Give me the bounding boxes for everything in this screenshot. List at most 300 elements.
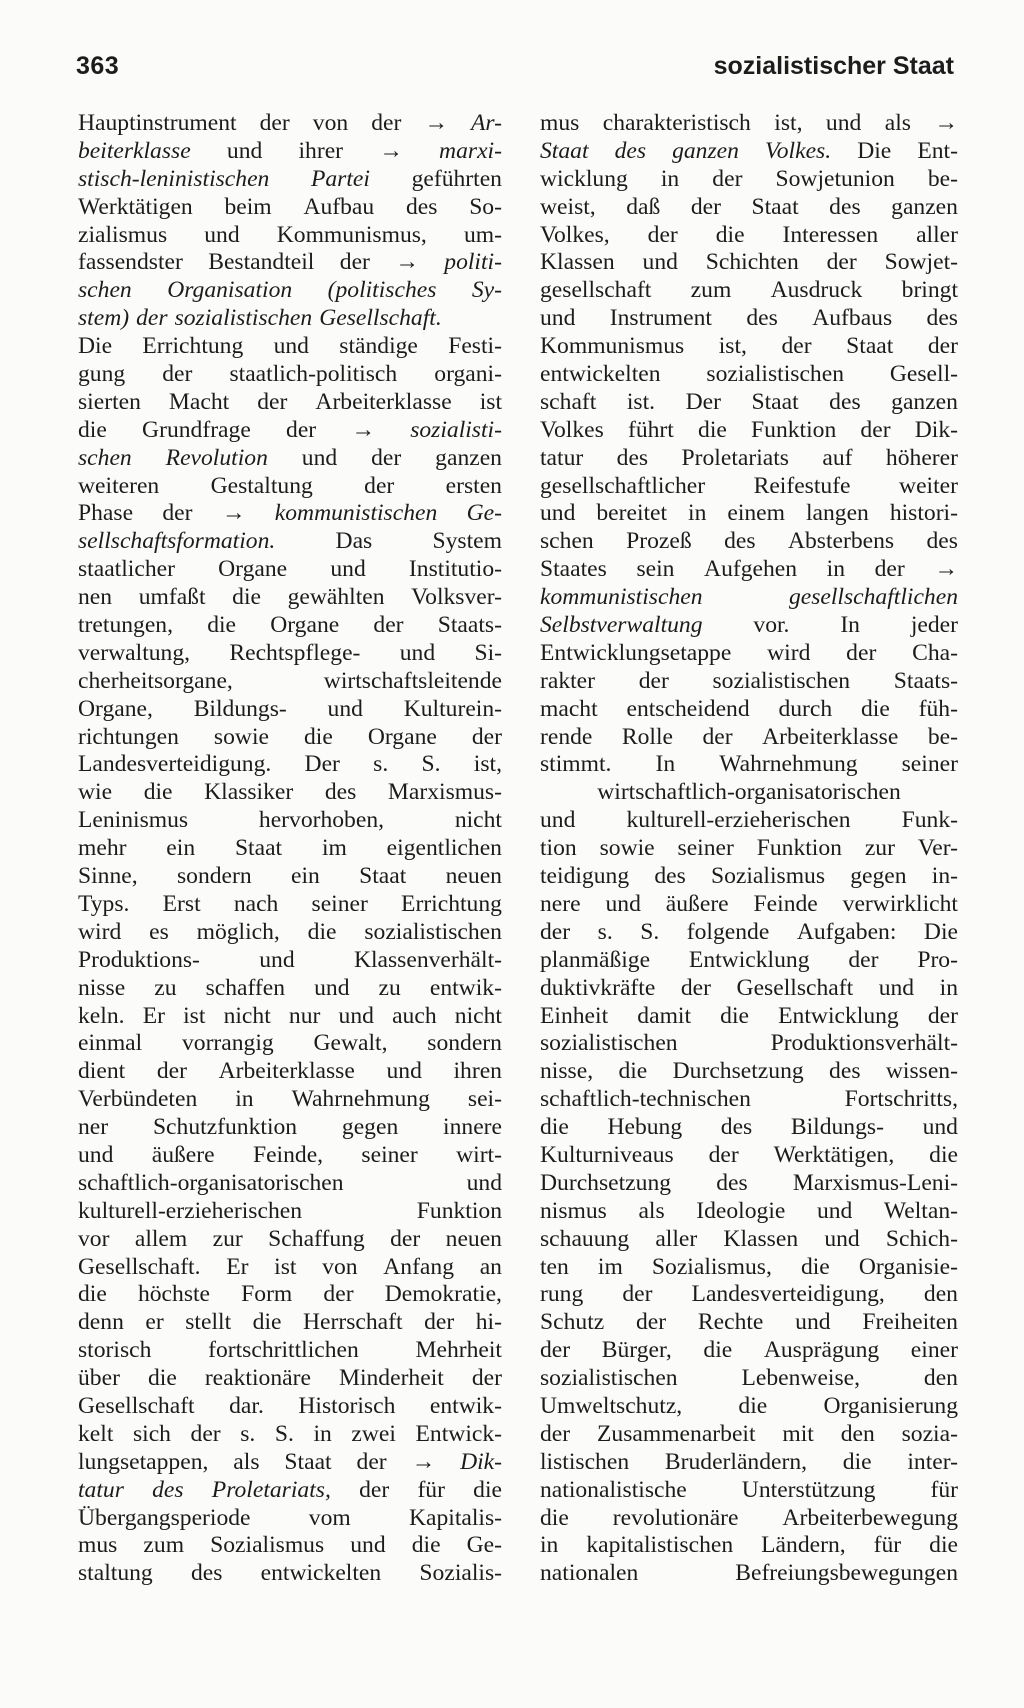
text-line bbox=[78, 110, 502, 138]
text-line bbox=[540, 1365, 958, 1393]
word: ist bbox=[183, 1002, 206, 1029]
word: ganzen bbox=[672, 137, 739, 164]
word: Werktätigen bbox=[78, 193, 193, 220]
word: Ge- bbox=[466, 1532, 502, 1559]
text-line bbox=[78, 584, 502, 612]
word: verwaltung, bbox=[78, 639, 191, 666]
word: System bbox=[432, 528, 502, 555]
word: der bbox=[356, 1448, 387, 1475]
text-line bbox=[540, 556, 958, 584]
word: der bbox=[690, 193, 721, 220]
word: stem) bbox=[78, 305, 130, 332]
text-line bbox=[540, 1532, 958, 1560]
text-line bbox=[78, 138, 502, 166]
text-line bbox=[78, 1058, 502, 1086]
word: Produktions- bbox=[78, 946, 200, 973]
text-line bbox=[78, 1003, 502, 1031]
text-line bbox=[78, 1560, 502, 1588]
text-line bbox=[78, 417, 502, 445]
word: mus bbox=[540, 110, 580, 136]
word: die bbox=[78, 416, 107, 443]
word: sozialisti- bbox=[410, 416, 502, 443]
text-line bbox=[540, 863, 958, 891]
text-line bbox=[78, 1114, 502, 1142]
word: sondern bbox=[427, 1030, 502, 1057]
word: → bbox=[221, 500, 246, 527]
word: Cha- bbox=[912, 639, 958, 666]
word: Staat bbox=[751, 388, 799, 415]
word: Funktion bbox=[416, 1197, 502, 1224]
word: der bbox=[136, 305, 168, 332]
word: denn bbox=[78, 1309, 124, 1336]
word: und bbox=[301, 444, 338, 471]
word: nen bbox=[78, 584, 113, 611]
word: bereitet bbox=[596, 500, 668, 527]
word: Ge- bbox=[466, 500, 502, 527]
word: der bbox=[390, 1225, 421, 1252]
word: wie bbox=[78, 779, 113, 806]
word: Arbeiterklasse bbox=[315, 388, 452, 415]
text-line bbox=[540, 445, 958, 473]
word: Entwick- bbox=[415, 1420, 502, 1447]
word: Macht bbox=[168, 388, 230, 415]
word: schaft bbox=[540, 388, 597, 415]
word: richtungen bbox=[78, 723, 179, 750]
text-line bbox=[78, 500, 502, 528]
word: die bbox=[411, 1532, 441, 1559]
word: Gestaltung bbox=[210, 472, 313, 499]
word: des bbox=[829, 193, 861, 220]
word: ganzen bbox=[891, 388, 958, 415]
word: Entwicklung bbox=[688, 946, 810, 973]
text-line bbox=[78, 1226, 502, 1254]
word: Bildungs- bbox=[790, 1114, 884, 1141]
word: Institutio- bbox=[408, 556, 502, 583]
word: Gesell- bbox=[889, 361, 958, 388]
word: der bbox=[540, 1420, 571, 1447]
word: Volkes bbox=[540, 416, 604, 443]
word: sozialistischen bbox=[540, 1030, 678, 1057]
word: In bbox=[655, 751, 676, 778]
word: Errichtung bbox=[142, 333, 244, 360]
word: und bbox=[338, 1002, 374, 1029]
word: entwik- bbox=[429, 974, 502, 1001]
text-line bbox=[78, 277, 502, 305]
word: nere bbox=[540, 890, 581, 917]
word: für bbox=[873, 1532, 902, 1559]
text-line bbox=[78, 1281, 502, 1309]
text-line bbox=[78, 333, 502, 361]
word: Organe, bbox=[78, 695, 153, 722]
text-line bbox=[78, 1393, 502, 1421]
word: ständige bbox=[339, 333, 418, 360]
word: neuen bbox=[445, 1225, 502, 1252]
text-line bbox=[78, 919, 502, 947]
word: sowie bbox=[213, 723, 269, 750]
word: nationalen bbox=[540, 1560, 639, 1587]
word: aller bbox=[916, 221, 958, 248]
word: Phase bbox=[78, 500, 134, 527]
text-line bbox=[540, 277, 958, 305]
word: die bbox=[861, 695, 890, 722]
word: Unterstützung bbox=[741, 1476, 876, 1503]
word: Aufbaus bbox=[812, 305, 893, 332]
word: Schutz bbox=[540, 1309, 605, 1336]
text-line bbox=[540, 1198, 958, 1226]
word: Sozialismus bbox=[210, 1532, 325, 1559]
word: Feinde bbox=[753, 890, 818, 917]
text-line bbox=[540, 417, 958, 445]
word: gung bbox=[78, 361, 126, 388]
text-line bbox=[78, 305, 502, 333]
text-line bbox=[78, 779, 502, 807]
right-column bbox=[540, 110, 958, 1588]
text-line bbox=[540, 1170, 958, 1198]
word: Schichten bbox=[705, 249, 799, 276]
word: des bbox=[926, 305, 958, 332]
word: ist, bbox=[718, 333, 747, 360]
word: Absterbens bbox=[787, 528, 895, 555]
word: Sozialismus, bbox=[651, 1253, 772, 1280]
word: ner bbox=[78, 1114, 109, 1141]
word: Übergangsperiode bbox=[78, 1504, 251, 1531]
word: Die bbox=[78, 333, 113, 360]
word: die bbox=[842, 1448, 872, 1475]
word: ten bbox=[540, 1253, 569, 1280]
word: entwickelten bbox=[260, 1560, 382, 1587]
word: aller bbox=[655, 1225, 698, 1252]
word: organi- bbox=[434, 361, 502, 388]
word: staatlicher bbox=[78, 556, 175, 583]
word: schen bbox=[540, 528, 594, 555]
text-line bbox=[540, 1309, 958, 1337]
word: des bbox=[720, 1114, 753, 1141]
text-line bbox=[78, 445, 502, 473]
word: Leninismus bbox=[78, 807, 189, 834]
word: in bbox=[313, 1420, 332, 1447]
word: fassendster bbox=[78, 249, 183, 276]
word: nicht bbox=[223, 1002, 271, 1029]
text-line bbox=[540, 751, 958, 779]
word: ganzen bbox=[435, 444, 502, 471]
word: Ausprägung bbox=[763, 1337, 880, 1364]
word: die bbox=[703, 1337, 733, 1364]
word: schaftlich-organisatorischen bbox=[78, 1169, 344, 1196]
word: sozialistischen bbox=[364, 918, 502, 945]
word: und bbox=[330, 556, 366, 583]
word: umfaßt bbox=[138, 584, 206, 611]
word: Reifestufe bbox=[753, 472, 851, 499]
word: Lebenweise, bbox=[741, 1365, 861, 1392]
word: storisch bbox=[78, 1337, 152, 1364]
word: mus bbox=[78, 1532, 118, 1559]
word: Schich- bbox=[885, 1225, 958, 1252]
text-line bbox=[540, 1114, 958, 1142]
word: äußere bbox=[665, 890, 729, 917]
word: Sozialismus bbox=[710, 863, 826, 890]
word: dient bbox=[78, 1058, 126, 1085]
word: Interessen bbox=[782, 221, 879, 248]
word: entwik- bbox=[429, 1392, 502, 1419]
word: einer bbox=[910, 1337, 958, 1364]
word: der bbox=[680, 974, 711, 1001]
word: jeder bbox=[910, 612, 958, 639]
word: der bbox=[702, 723, 733, 750]
word: Ar- bbox=[471, 110, 502, 136]
word: weist, bbox=[540, 193, 596, 220]
word: ist. bbox=[626, 388, 656, 415]
word: Marxismus- bbox=[387, 779, 502, 806]
word: schaftlich-technischen bbox=[540, 1086, 751, 1113]
text-line bbox=[540, 807, 958, 835]
text-line bbox=[78, 640, 502, 668]
word: Funk- bbox=[901, 807, 958, 834]
word: staatlich-politisch bbox=[229, 361, 398, 388]
word: wicklung bbox=[540, 165, 628, 192]
word: ist bbox=[479, 388, 502, 415]
word: und bbox=[78, 1141, 114, 1168]
word: sozialistischen bbox=[540, 1365, 678, 1392]
word: Form bbox=[241, 1281, 293, 1308]
text-line bbox=[540, 1142, 958, 1170]
word: Si- bbox=[474, 639, 502, 666]
word: der bbox=[638, 667, 669, 694]
word: Verbündeten bbox=[78, 1086, 198, 1113]
word: S. bbox=[274, 1420, 294, 1447]
text-line bbox=[540, 584, 958, 612]
word: dar. bbox=[229, 1392, 264, 1419]
word: Zusammenarbeit bbox=[596, 1420, 756, 1447]
word: charakteristisch bbox=[602, 110, 751, 136]
text-line bbox=[78, 1505, 502, 1533]
word: für bbox=[930, 1476, 958, 1503]
word: In bbox=[840, 612, 860, 639]
word: entwickelten bbox=[540, 361, 661, 388]
word: gesellschaft bbox=[540, 277, 652, 304]
word: vor. bbox=[753, 612, 790, 639]
text-line bbox=[540, 110, 958, 138]
word: Volkes. bbox=[764, 137, 832, 164]
word: und bbox=[350, 1532, 386, 1559]
word: → bbox=[934, 556, 958, 583]
word: zu bbox=[378, 974, 401, 1001]
word: und bbox=[922, 1114, 958, 1141]
word: Sy- bbox=[471, 277, 502, 304]
word: Partei bbox=[310, 165, 370, 192]
word: Mehrheit bbox=[415, 1337, 502, 1364]
word: in bbox=[540, 1532, 559, 1559]
text-line bbox=[540, 249, 958, 277]
text-line bbox=[78, 1198, 502, 1226]
word: und bbox=[824, 1225, 860, 1252]
word: bringt bbox=[901, 277, 958, 304]
word: sierten bbox=[78, 388, 141, 415]
word: langen bbox=[805, 500, 869, 527]
text-line bbox=[78, 696, 502, 724]
word: auf bbox=[822, 444, 853, 471]
word: tatur bbox=[78, 1476, 124, 1503]
word: fortschrittlichen bbox=[208, 1337, 359, 1364]
word: Marxismus-Leni- bbox=[792, 1169, 958, 1196]
text-line bbox=[78, 1337, 502, 1365]
text-line bbox=[540, 779, 958, 807]
word: weiteren bbox=[78, 472, 160, 499]
text-line bbox=[540, 1281, 958, 1309]
word: des bbox=[190, 1560, 223, 1587]
word: innere bbox=[443, 1114, 502, 1141]
word: gesellschaftlichen bbox=[788, 584, 958, 611]
word: in- bbox=[931, 863, 958, 890]
text-line bbox=[78, 1309, 502, 1337]
word: und bbox=[466, 1169, 502, 1196]
word: Bildungs- bbox=[193, 695, 287, 722]
word: wirtschaftlich-organisatorischen bbox=[597, 779, 901, 806]
word: Prozeß bbox=[626, 528, 692, 555]
word: schen bbox=[78, 277, 132, 304]
word: sozia- bbox=[901, 1420, 958, 1447]
word: planmäßige bbox=[540, 946, 651, 973]
text-line bbox=[540, 473, 958, 501]
word: Schaffung bbox=[268, 1225, 365, 1252]
word: nur bbox=[288, 1002, 321, 1029]
word: Minderheit bbox=[338, 1365, 444, 1392]
word: ihren bbox=[453, 1058, 502, 1085]
word: Entwicklungsetappe bbox=[540, 639, 732, 666]
word: im bbox=[321, 835, 347, 862]
word: ein bbox=[166, 835, 196, 862]
word: der bbox=[781, 333, 812, 360]
text-line bbox=[540, 975, 958, 1003]
word: Dik- bbox=[460, 1448, 502, 1475]
word: in bbox=[235, 1086, 254, 1113]
word: und bbox=[314, 974, 350, 1001]
word: schen bbox=[78, 444, 132, 471]
word: Bürger, bbox=[601, 1337, 672, 1364]
word: der bbox=[162, 361, 193, 388]
word: sondern bbox=[176, 863, 252, 890]
text-line bbox=[78, 1254, 502, 1282]
word: der bbox=[471, 723, 502, 750]
word: und bbox=[605, 890, 641, 917]
word: der bbox=[540, 918, 571, 945]
word: in bbox=[826, 556, 846, 583]
text-line bbox=[78, 1086, 502, 1114]
word: Feinde, bbox=[252, 1141, 324, 1168]
text-line bbox=[78, 222, 502, 250]
word: des bbox=[324, 779, 357, 806]
word: macht bbox=[540, 695, 598, 722]
word: an bbox=[479, 1253, 502, 1280]
word: kommunistischen bbox=[274, 500, 438, 527]
word: der bbox=[259, 110, 290, 136]
word: zwei bbox=[351, 1420, 396, 1447]
text-line bbox=[540, 724, 958, 752]
word: Proletariats, bbox=[211, 1476, 331, 1503]
word: beiterklasse bbox=[78, 137, 191, 164]
word: sich bbox=[132, 1420, 171, 1447]
word: nisse, bbox=[540, 1058, 594, 1085]
word: der bbox=[848, 946, 879, 973]
word: und bbox=[259, 946, 295, 973]
page-number: 363 bbox=[76, 52, 120, 80]
word: des bbox=[614, 137, 647, 164]
word: Organisation bbox=[167, 277, 293, 304]
word: den bbox=[923, 1365, 958, 1392]
text-line bbox=[540, 361, 958, 389]
text-line bbox=[78, 724, 502, 752]
word: höherer bbox=[885, 444, 958, 471]
word: führt bbox=[627, 416, 674, 443]
word: Ländern, bbox=[761, 1532, 846, 1559]
word: Wahrnehmung bbox=[719, 751, 858, 778]
word: der bbox=[257, 388, 288, 415]
text-line bbox=[540, 1421, 958, 1449]
word: nationalistische bbox=[540, 1476, 687, 1503]
word: Rechte bbox=[697, 1309, 764, 1336]
word: nach bbox=[233, 890, 279, 917]
word: und bbox=[540, 807, 576, 834]
word: Werktätigen, bbox=[773, 1141, 895, 1168]
word: die bbox=[252, 1309, 282, 1336]
word: (politisches bbox=[327, 277, 437, 304]
word: Erst bbox=[162, 890, 201, 917]
word: der bbox=[874, 556, 905, 583]
word: Organisierung bbox=[823, 1392, 958, 1419]
word: Kommunismus, bbox=[276, 221, 427, 248]
word: Herrschaft bbox=[302, 1309, 403, 1336]
word: kulturell-erzieherischen bbox=[78, 1197, 303, 1224]
word: des bbox=[829, 1058, 861, 1085]
text-line bbox=[540, 1086, 958, 1114]
word: des bbox=[746, 305, 778, 332]
left-column bbox=[78, 110, 502, 1588]
word: Durchsetzung bbox=[672, 1058, 804, 1085]
word: Gewalt, bbox=[313, 1030, 388, 1057]
word: den bbox=[923, 1281, 958, 1308]
text-line bbox=[78, 1532, 502, 1560]
text-line bbox=[540, 500, 958, 528]
word: Hebung bbox=[607, 1114, 683, 1141]
word: Arbeiterklasse bbox=[218, 1058, 355, 1085]
word: Aufbau bbox=[303, 193, 375, 220]
text-line bbox=[540, 1337, 958, 1365]
word: der bbox=[647, 221, 678, 248]
word: revolutionäre bbox=[612, 1504, 739, 1531]
word: seiner bbox=[361, 1141, 418, 1168]
word: als bbox=[233, 1448, 260, 1475]
text-line bbox=[540, 333, 958, 361]
word: und bbox=[642, 249, 678, 276]
word: nicht bbox=[454, 1002, 502, 1029]
word: Staats- bbox=[893, 667, 958, 694]
word: kulturell-erzieherischen bbox=[626, 807, 851, 834]
word: Ausdruck bbox=[770, 277, 863, 304]
word: → bbox=[351, 416, 375, 443]
text-line bbox=[540, 947, 958, 975]
word: lungsetappen, bbox=[78, 1448, 209, 1475]
word: Durchsetzung bbox=[540, 1169, 672, 1196]
word: keln. bbox=[78, 1002, 125, 1029]
text-line bbox=[78, 1421, 502, 1449]
word: als bbox=[638, 1197, 665, 1224]
text-line bbox=[78, 194, 502, 222]
word: möglich, bbox=[196, 918, 280, 945]
word: entscheidend bbox=[626, 695, 750, 722]
word: des bbox=[926, 528, 958, 555]
text-line bbox=[78, 835, 502, 863]
word: gesellschaftlicher bbox=[540, 472, 706, 499]
word: Fortschritts, bbox=[844, 1086, 958, 1113]
